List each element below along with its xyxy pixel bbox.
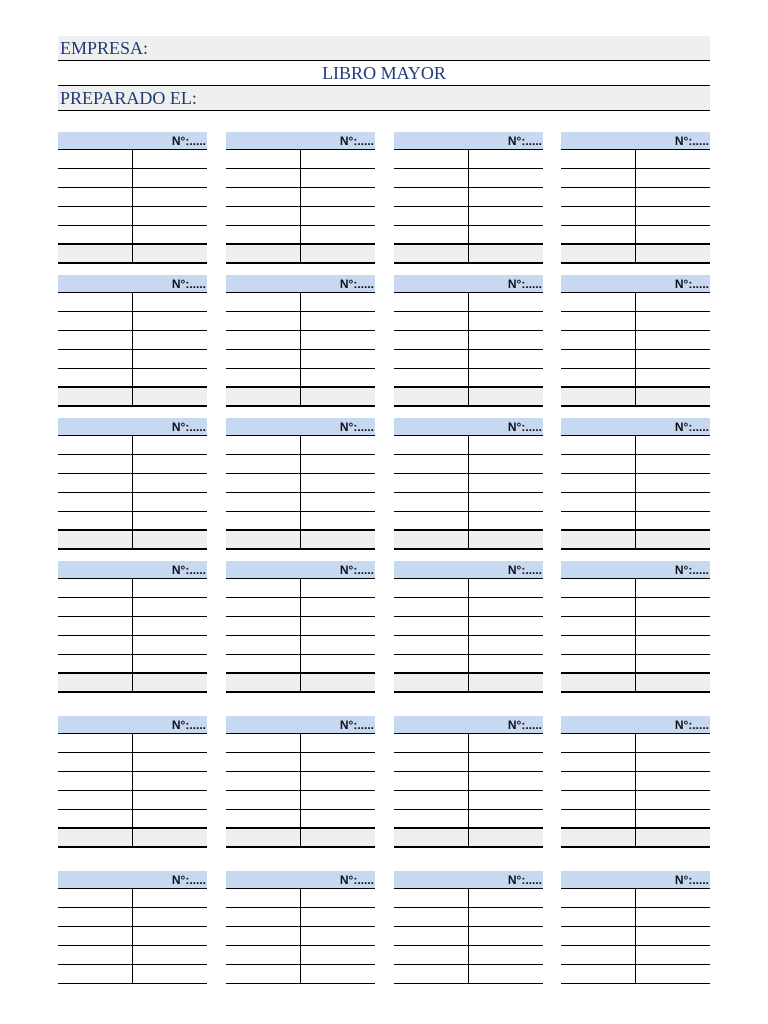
account-number-label: N°:..... xyxy=(394,871,543,889)
account-body xyxy=(561,734,710,848)
account-number-label: N°:..... xyxy=(561,418,710,436)
debit-credit-divider xyxy=(132,293,133,407)
ledger-account xyxy=(226,561,375,693)
empresa-label: EMPRESA: xyxy=(60,38,149,58)
ledger-account xyxy=(394,275,543,407)
preparado-label: PREPARADO EL: xyxy=(60,88,197,108)
account-number-label: N°:..... xyxy=(561,275,710,293)
account-number-label: N°:..... xyxy=(58,561,207,579)
ledger-account xyxy=(58,871,207,984)
account-body xyxy=(561,579,710,693)
account-body xyxy=(394,579,543,693)
preparado-row xyxy=(58,86,710,111)
ledger-account xyxy=(58,418,207,550)
debit-credit-divider xyxy=(635,734,636,848)
account-body xyxy=(226,579,375,693)
account-number-label: N°:..... xyxy=(58,275,207,293)
debit-credit-divider xyxy=(132,734,133,848)
debit-credit-divider xyxy=(300,293,301,407)
empresa-row xyxy=(58,36,710,61)
account-body xyxy=(394,436,543,550)
ledger-account xyxy=(561,275,710,407)
ledger-account xyxy=(561,132,710,264)
ledger-account xyxy=(226,418,375,550)
account-number-label: N°:..... xyxy=(226,132,375,150)
account-number-label: N°:..... xyxy=(561,716,710,734)
ledger-account xyxy=(58,275,207,407)
account-body xyxy=(58,579,207,693)
debit-credit-divider xyxy=(132,889,133,984)
account-number-label: N°:..... xyxy=(226,275,375,293)
ledger-account xyxy=(226,132,375,264)
page-title: LIBRO MAYOR xyxy=(322,63,446,83)
account-body xyxy=(226,889,375,984)
debit-credit-divider xyxy=(468,889,469,984)
ledger-account xyxy=(226,716,375,848)
debit-credit-divider xyxy=(132,150,133,264)
ledger-account xyxy=(561,561,710,693)
ledger-account xyxy=(394,716,543,848)
debit-credit-divider xyxy=(300,579,301,693)
debit-credit-divider xyxy=(300,150,301,264)
title-row xyxy=(58,61,710,86)
ledger-account xyxy=(561,871,710,984)
debit-credit-divider xyxy=(468,150,469,264)
debit-credit-divider xyxy=(132,436,133,550)
debit-credit-divider xyxy=(635,889,636,984)
ledger-account xyxy=(561,418,710,550)
ledger-account xyxy=(226,275,375,407)
debit-credit-divider xyxy=(635,579,636,693)
account-number-label: N°:..... xyxy=(58,418,207,436)
debit-credit-divider xyxy=(468,734,469,848)
ledger-account xyxy=(58,132,207,264)
account-number-label: N°:..... xyxy=(58,132,207,150)
account-body xyxy=(561,150,710,264)
account-body xyxy=(58,889,207,984)
account-body xyxy=(561,436,710,550)
account-number-label: N°:..... xyxy=(561,132,710,150)
debit-credit-divider xyxy=(132,579,133,693)
account-body xyxy=(561,889,710,984)
account-number-label: N°:..... xyxy=(394,561,543,579)
debit-credit-divider xyxy=(300,734,301,848)
ledger-account xyxy=(394,561,543,693)
account-number-label: N°:..... xyxy=(226,561,375,579)
account-number-label: N°:..... xyxy=(58,716,207,734)
debit-credit-divider xyxy=(635,150,636,264)
account-number-label: N°:..... xyxy=(561,561,710,579)
account-body xyxy=(58,734,207,848)
account-body xyxy=(394,293,543,407)
debit-credit-divider xyxy=(635,293,636,407)
account-body xyxy=(58,293,207,407)
account-number-label: N°:..... xyxy=(394,418,543,436)
ledger-account xyxy=(561,716,710,848)
account-body xyxy=(58,436,207,550)
ledger-account xyxy=(394,132,543,264)
account-number-label: N°:..... xyxy=(561,871,710,889)
debit-credit-divider xyxy=(468,436,469,550)
debit-credit-divider xyxy=(300,889,301,984)
debit-credit-divider xyxy=(635,436,636,550)
account-body xyxy=(226,436,375,550)
ledger-account xyxy=(394,418,543,550)
account-body xyxy=(58,150,207,264)
debit-credit-divider xyxy=(468,293,469,407)
account-body xyxy=(561,293,710,407)
account-number-label: N°:..... xyxy=(226,716,375,734)
account-number-label: N°:..... xyxy=(394,275,543,293)
ledger-account xyxy=(394,871,543,984)
account-number-label: N°:..... xyxy=(226,871,375,889)
ledger-account xyxy=(58,716,207,848)
account-body xyxy=(226,293,375,407)
account-body xyxy=(394,889,543,984)
debit-credit-divider xyxy=(300,436,301,550)
ledger-account xyxy=(58,561,207,693)
account-number-label: N°:..... xyxy=(394,716,543,734)
account-body xyxy=(226,150,375,264)
account-number-label: N°:..... xyxy=(226,418,375,436)
account-body xyxy=(394,150,543,264)
ledger-account xyxy=(226,871,375,984)
debit-credit-divider xyxy=(468,579,469,693)
account-number-label: N°:..... xyxy=(394,132,543,150)
account-body xyxy=(394,734,543,848)
account-body xyxy=(226,734,375,848)
account-number-label: N°:..... xyxy=(58,871,207,889)
document-header xyxy=(58,36,710,111)
